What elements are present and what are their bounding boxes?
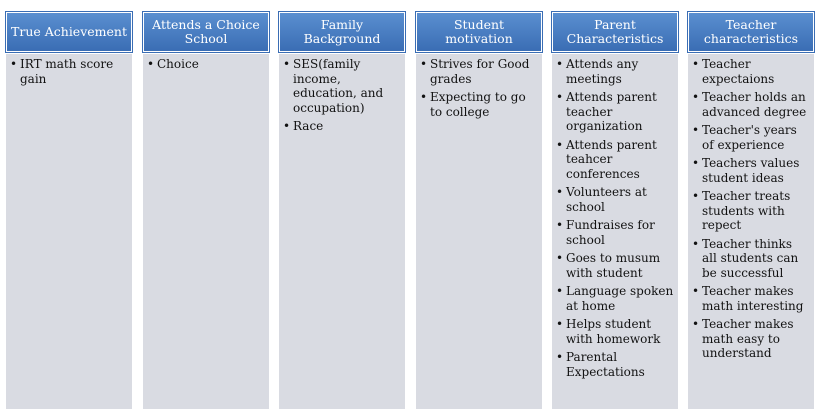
list-item: • Teacher's years of experience bbox=[692, 123, 810, 152]
list-item: • Race bbox=[283, 119, 401, 134]
column-body bbox=[279, 54, 405, 409]
item-list bbox=[416, 54, 542, 119]
column-header: True Achievement bbox=[6, 12, 132, 52]
list-item: • Expecting to go to college bbox=[420, 90, 538, 119]
column-teacher-characteristics bbox=[688, 12, 814, 360]
list-item: • Teacher thinks all students can be successful bbox=[692, 237, 810, 281]
list-item: • Fundraises for school bbox=[556, 218, 674, 247]
column-family-background bbox=[279, 12, 405, 133]
list-item: • Teacher expectaions bbox=[692, 57, 810, 86]
list-item: • Teacher treats students with repect bbox=[692, 189, 810, 233]
list-item: • Parental Expectations bbox=[556, 350, 674, 379]
list-item: • Teacher holds an advanced degree bbox=[692, 90, 810, 119]
list-item: • Attends any meetings bbox=[556, 57, 674, 86]
column-student-motivation bbox=[416, 12, 542, 119]
column-body bbox=[552, 54, 678, 409]
list-item: • SES(family income, education, and occupation) bbox=[283, 57, 401, 115]
list-item: • Strives for Good grades bbox=[420, 57, 538, 86]
list-item: • Helps student with homework bbox=[556, 317, 674, 346]
column-body bbox=[688, 54, 814, 409]
column-true-achievement bbox=[6, 12, 132, 86]
list-item: • Choice bbox=[147, 57, 265, 72]
list-item: • Volunteers at school bbox=[556, 185, 674, 214]
column-header: Parent Characteristics bbox=[552, 12, 678, 52]
list-item: • IRT math score gain bbox=[10, 57, 128, 86]
column-header: Attends a Choice School bbox=[143, 12, 269, 52]
list-item: • Teacher makes math interesting bbox=[692, 284, 810, 313]
item-list bbox=[552, 54, 678, 379]
list-item: • Attends parent teacher organization bbox=[556, 90, 674, 134]
item-list bbox=[279, 54, 405, 134]
list-item: • Attends parent teahcer conferences bbox=[556, 138, 674, 182]
list-item: • Goes to musum with student bbox=[556, 251, 674, 280]
column-body bbox=[143, 54, 269, 409]
item-list bbox=[6, 54, 132, 86]
column-choice-school bbox=[143, 12, 269, 71]
list-item: • Teachers values student ideas bbox=[692, 156, 810, 185]
column-parent-characteristics bbox=[552, 12, 678, 379]
item-list bbox=[143, 54, 269, 72]
column-body bbox=[416, 54, 542, 409]
item-list bbox=[688, 54, 814, 361]
column-header: Teacher characteristics bbox=[688, 12, 814, 52]
column-header: Family Background bbox=[279, 12, 405, 52]
list-item: • Language spoken at home bbox=[556, 284, 674, 313]
list-item: • Teacher makes math easy to understand bbox=[692, 317, 810, 361]
column-body bbox=[6, 54, 132, 409]
column-header: Student motivation bbox=[416, 12, 542, 52]
